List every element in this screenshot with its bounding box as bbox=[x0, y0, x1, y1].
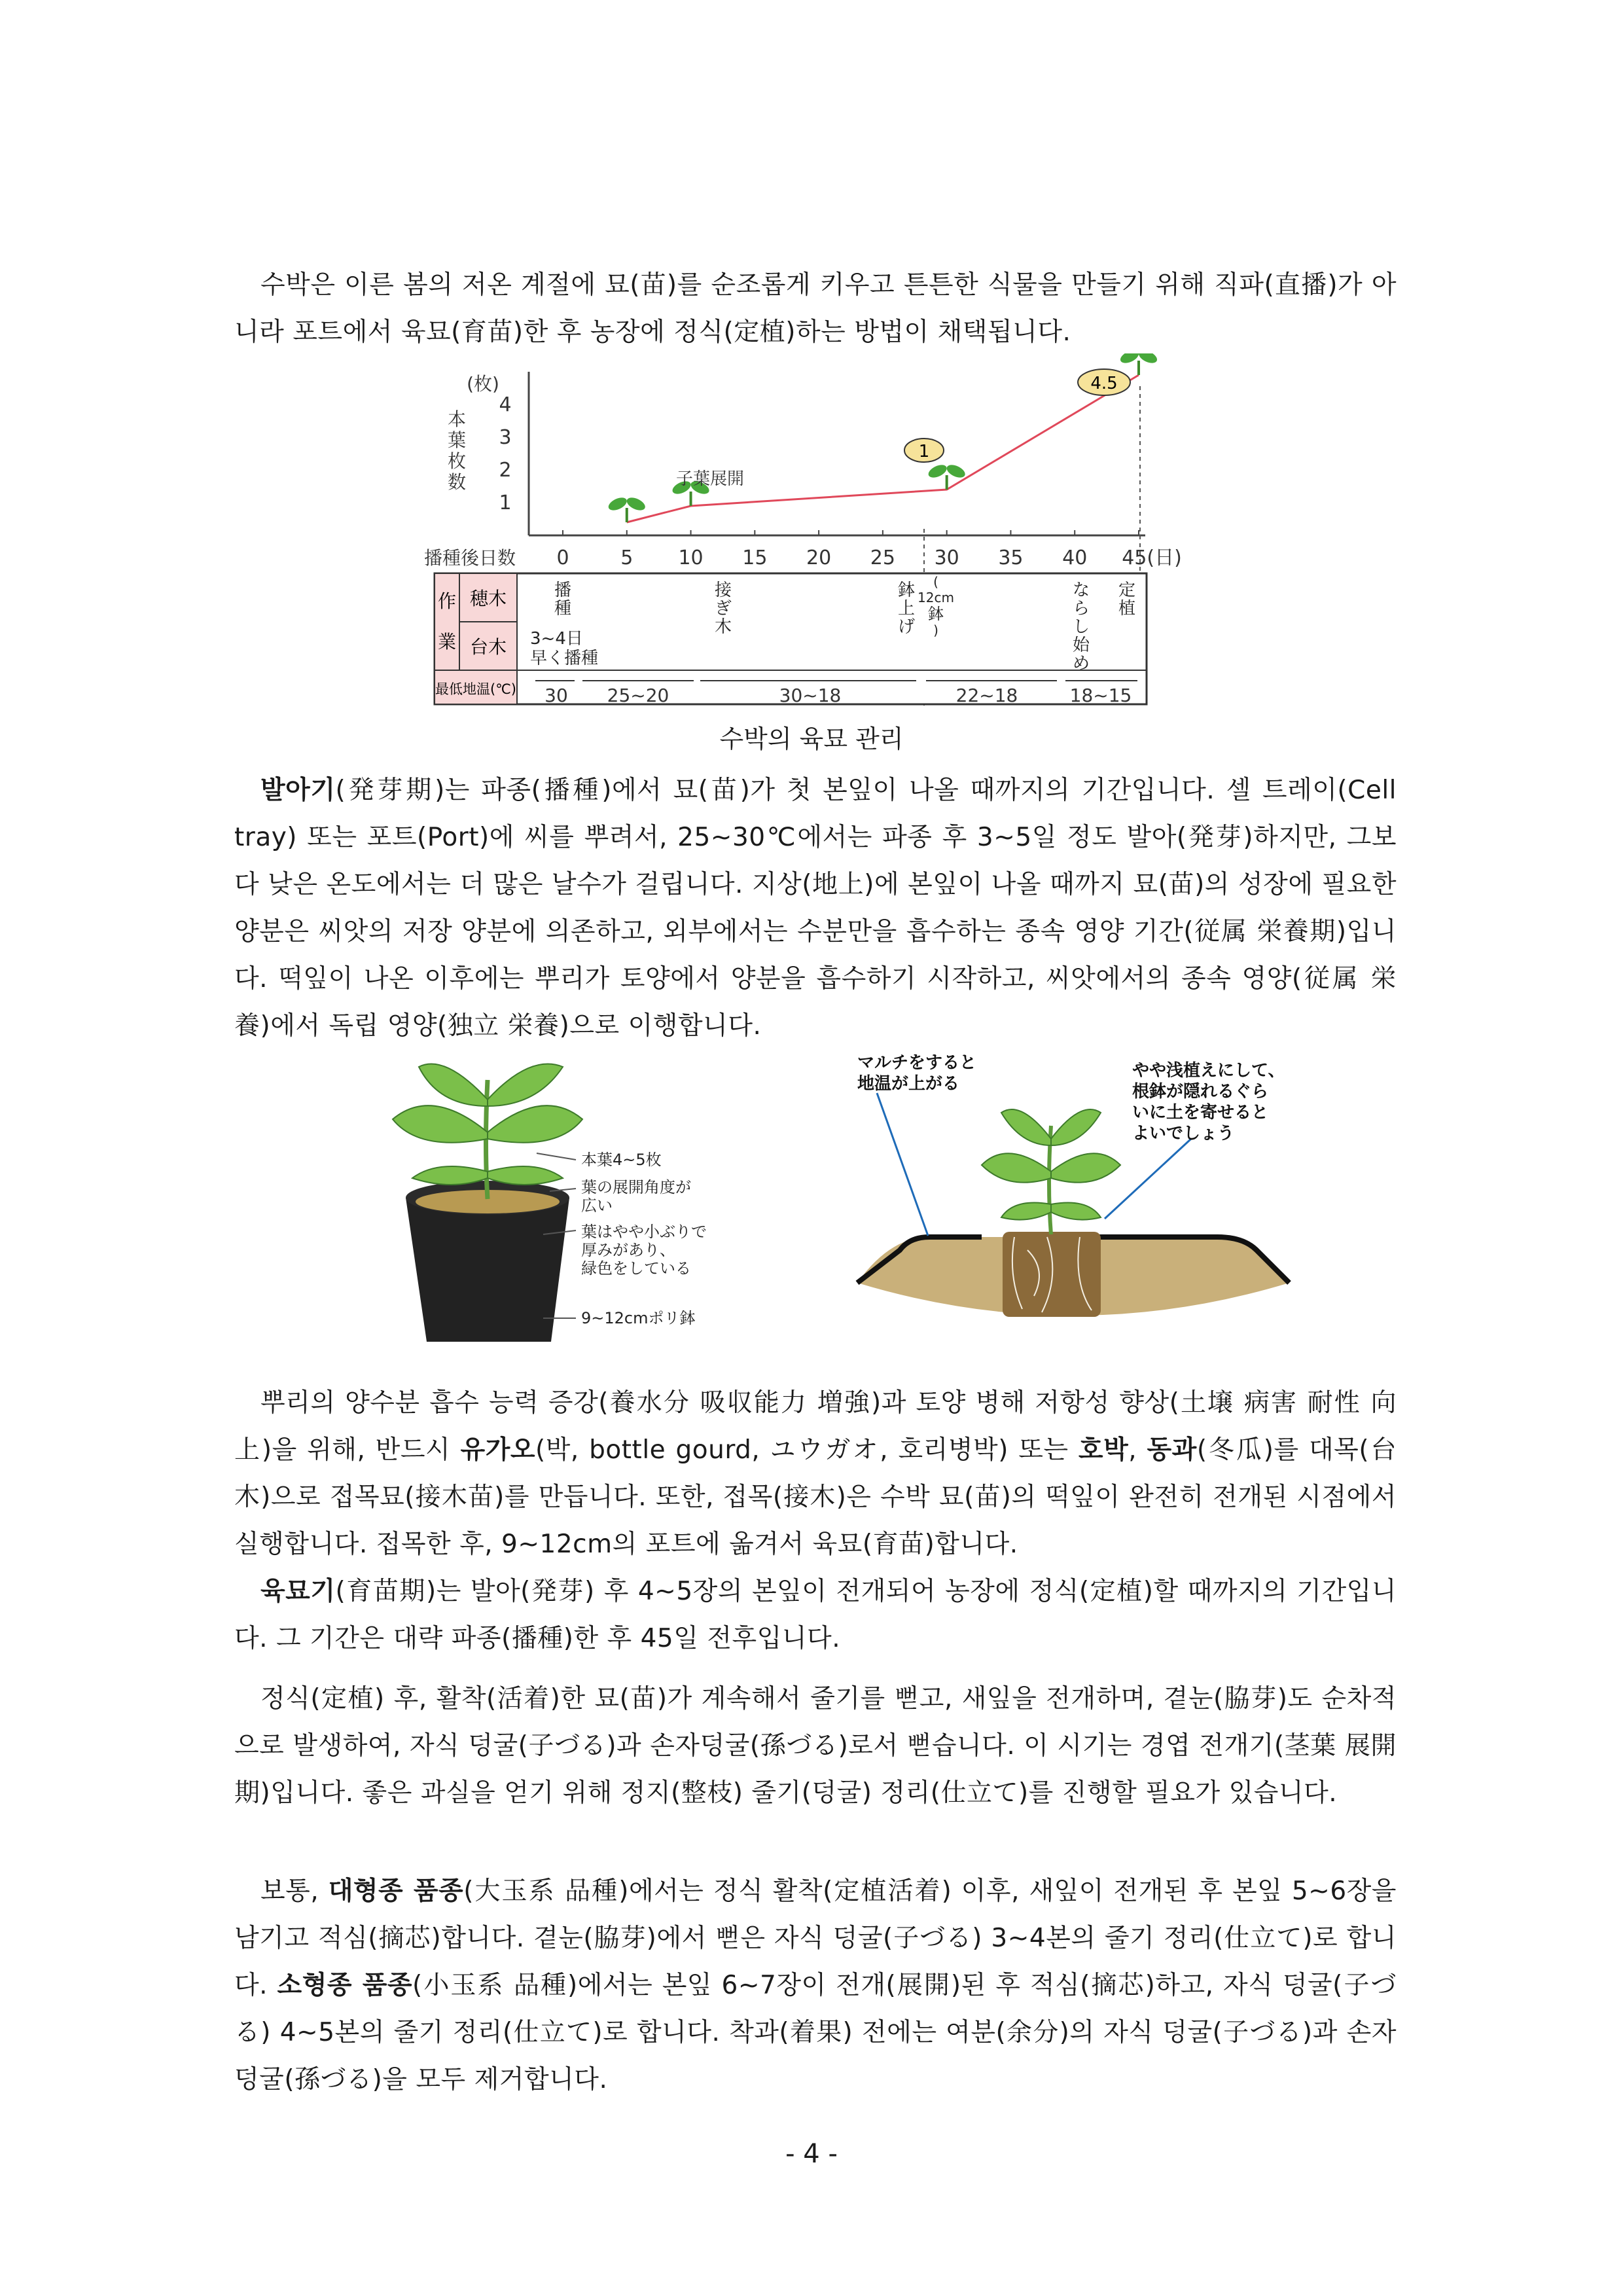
svg-text:植: 植 bbox=[1118, 599, 1136, 619]
svg-text:種: 種 bbox=[554, 599, 572, 619]
y-ticks bbox=[499, 393, 511, 514]
wax-gourd-term: 동과 bbox=[1147, 1435, 1197, 1465]
vine-growth-paragraph: 정식(定植) 후, 활착(活着)한 묘(苗)가 계속해서 줄기를 뻗고, 새잎을 전개하며, 곁눈(脇芽)도 순차적으로 발생하여, 자식 덩굴(子づる)과 손자덩굴(孫づる)로서 뻗습니다. 이 시기는 경엽 전개기(茎葉 展開期)입니다. 좋은 과실을 얻기 위해 정지(整枝) 줄기(덩굴) 정리(仕立て)를 진행할 필요가 있습니다. bbox=[234, 1684, 1397, 1808]
temp-segment: 30 bbox=[544, 685, 568, 706]
svg-text:木: 木 bbox=[714, 617, 732, 637]
temp-segment: 30~18 bbox=[779, 685, 842, 706]
pot-note: 葉の展開角度が bbox=[581, 1178, 691, 1196]
row-group-label: 業 bbox=[437, 631, 457, 653]
svg-text:): ) bbox=[933, 622, 938, 638]
badge-day-30 bbox=[904, 439, 944, 462]
svg-text:な: な bbox=[1072, 581, 1090, 600]
potted-seedling-illustration bbox=[380, 1041, 785, 1355]
grafting-paragraph: 뿌리의 양수분 흡수 능력 증강(養水分 吸収能力 増強)과 토양 병해 저항성 향상(土壌 病害 耐性 向上)을 위해, 반드시 유가오(박, bottle gourd, ユウガオ, 호리병박) 또는 호박, 동과(冬瓜)를 대목(台木)으로 접목묘(接木苗)를 만듭니다. 또한, 접목(接木)은 수박 묘(苗)의 떡잎이 완전히 전개된 시점에서 실행합니다. 접목한 후, 9~12cm의 포트에 옮겨서 육묘(育苗)합니다. bbox=[234, 1388, 1397, 1559]
seedling-icon bbox=[927, 462, 967, 490]
y-axis-unit: (枚) bbox=[467, 373, 499, 395]
cotyledon-annotation: 子葉展開 bbox=[675, 469, 745, 489]
planting-note: やや浅植えにして、 bbox=[1132, 1061, 1285, 1081]
small-variety-term: 소형종 품종 bbox=[277, 1971, 413, 2000]
pot-note: 厚みがあり、 bbox=[581, 1241, 675, 1259]
svg-text:12cm: 12cm bbox=[918, 590, 954, 605]
svg-text:4.5: 4.5 bbox=[1090, 374, 1118, 393]
pot-note: 広い bbox=[581, 1196, 613, 1215]
temp-segment: 18~15 bbox=[1069, 685, 1132, 706]
planting-note: 根鉢が隠れるぐら bbox=[1132, 1082, 1269, 1102]
svg-text:鉢: 鉢 bbox=[928, 605, 944, 623]
rootstock-note: 早く播種 bbox=[530, 649, 599, 668]
pruning-paragraph: 보통, 대형종 품종(大玉系 品種)에서는 정식 활착(定植活着) 이후, 새잎이 전개된 후 본잎 5~6장을 남기고 적심(摘芯)합니다. 곁눈(脇芽)에서 뻗은 자식 덩굴(子づる) 3~4본의 줄기 정리(仕立て)로 합니다. 소형종 품종(小玉系 品種)에서는 본잎 6~7장이 전개(展開)된 후 적심(摘芯)하고, 자식 덩굴(子づる) 4~5본의 줄기 정리(仕立て)로 합니다. 착과(着果) 전에는 여분(余分)의 자식 덩굴(子づる)과 손자덩굴(孫づる)을 모두 제거합니다. bbox=[234, 1876, 1397, 2094]
germination-term: 발아기 bbox=[260, 776, 336, 805]
planting-mulch-illustration bbox=[851, 1041, 1296, 1355]
mulch-note: 地温が上がる bbox=[857, 1074, 960, 1094]
task-potting bbox=[898, 581, 915, 637]
page-number: - 4 - bbox=[785, 2139, 838, 2169]
x-tick: 25 bbox=[870, 547, 895, 569]
x-tick: 5 bbox=[620, 547, 633, 569]
svg-text:(: ( bbox=[933, 574, 938, 590]
row-rootstock: 台木 bbox=[469, 636, 507, 658]
x-tick: 0 bbox=[556, 547, 569, 569]
planting-note: いに土を寄せると bbox=[1132, 1103, 1269, 1122]
pot-note: 緑色をしている bbox=[581, 1259, 691, 1278]
x-axis-label: 播種後日数 bbox=[423, 547, 516, 569]
pumpkin-term: 호박 bbox=[1078, 1435, 1129, 1465]
x-tick: 20 bbox=[806, 547, 832, 569]
figure1-caption: 수박의 육묘 관리 bbox=[719, 725, 904, 753]
svg-text:葉: 葉 bbox=[447, 429, 467, 451]
germination-paragraph: 발아기(発芽期)는 파종(播種)에서 묘(苗)가 첫 본잎이 나올 때까지의 기간입니다. 셀 트레이(Cell tray) 또는 포트(Port)에 씨를 뿌려서, 25~30℃에서는 파종 후 3~5일 정도 발아(発芽)하지만, 그보다 낮은 온도에서는 더 많은 날수가 걸립니다. 지상(地上)에 본잎이 나올 때까지 묘(苗)의 성장에 필요한 양분은 씨앗의 저장 양분에 의존하고, 외부에서는 수분만을 흡수하는 종속 영양 기간(従属 栄養期)입니다. 떡잎이 나온 이후에는 뿌리가 토양에서 양분을 흡수하기 시작하고, 씨앗에서의 종속 영양(従属 栄養)에서 독립 영양(独立 栄養)으로 이행합니다. bbox=[234, 776, 1397, 1041]
y-tick: 1 bbox=[499, 492, 512, 514]
svg-text:播: 播 bbox=[554, 581, 572, 600]
row-group-label: 作 bbox=[437, 590, 457, 612]
task-hardening bbox=[1073, 581, 1090, 673]
bottle-gourd-term: 유가오 bbox=[460, 1435, 536, 1465]
svg-text:上: 上 bbox=[897, 599, 916, 619]
y-tick: 2 bbox=[499, 459, 512, 482]
row-scion: 穂木 bbox=[469, 588, 507, 609]
x-tick: 10 bbox=[678, 547, 704, 569]
x-tick: 30 bbox=[934, 547, 959, 569]
svg-text:ぎ: ぎ bbox=[714, 599, 732, 619]
seedling-management-chart bbox=[419, 353, 1204, 720]
pot-note: 本葉4~5枚 bbox=[581, 1151, 662, 1169]
mulch-note: マルチをすると bbox=[857, 1053, 977, 1073]
intro-paragraph: 수박은 이른 봄의 저온 계절에 묘(苗)를 순조롭게 키우고 튼튼한 식물을 만들기 위해 직파(直播)가 아니라 포트에서 육묘(育苗)한 후 농장에 정식(定植)하는 방법이 채택됩니다. bbox=[234, 270, 1397, 347]
seedling-period-paragraph: 육묘기(育苗期)는 발아(発芽) 후 4~5장의 본잎이 전개되어 농장에 정식(定植)할 때까지의 기간입니다. 그 기간은 대략 파종(播種)한 후 45일 전후입니다. bbox=[234, 1577, 1397, 1653]
rootstock-note: 3~4日 bbox=[530, 629, 583, 649]
svg-text:1: 1 bbox=[918, 442, 930, 461]
svg-text:め: め bbox=[1072, 654, 1090, 673]
y-tick: 3 bbox=[499, 426, 512, 449]
svg-text:始: 始 bbox=[1072, 636, 1090, 655]
svg-text:定: 定 bbox=[1118, 581, 1136, 600]
seedling-period-term: 육묘기 bbox=[260, 1577, 336, 1606]
svg-text:数: 数 bbox=[447, 471, 467, 493]
leaf-count-line bbox=[627, 375, 1139, 522]
seedling-icon bbox=[1118, 353, 1159, 375]
svg-text:ら: ら bbox=[1072, 599, 1090, 619]
svg-text:し: し bbox=[1072, 617, 1090, 637]
x-tick: 35 bbox=[998, 547, 1024, 569]
large-variety-term: 대형종 품종 bbox=[328, 1876, 464, 1906]
y-tick: 4 bbox=[499, 393, 512, 416]
task-grafting bbox=[715, 581, 732, 637]
temp-segment: 25~20 bbox=[607, 685, 669, 706]
x-tick: 15 bbox=[742, 547, 768, 569]
badge-day-45 bbox=[1078, 369, 1130, 395]
svg-text:本: 本 bbox=[447, 408, 467, 430]
svg-text:枚: 枚 bbox=[447, 450, 467, 472]
planting-note: よいでしょう bbox=[1132, 1124, 1235, 1143]
svg-text:鉢: 鉢 bbox=[897, 581, 916, 600]
y-axis-label bbox=[448, 408, 466, 493]
task-sowing bbox=[554, 581, 571, 619]
pot-note: 9~12cmポリ鉢 bbox=[581, 1309, 696, 1327]
pot-note: 葉はやや小ぶりで bbox=[581, 1223, 707, 1241]
x-tick: 40 bbox=[1062, 547, 1088, 569]
task-planting bbox=[1118, 581, 1135, 619]
svg-text:げ: げ bbox=[897, 617, 916, 637]
temp-segment: 22~18 bbox=[955, 685, 1018, 706]
min-temp-label: 最低地温(℃) bbox=[435, 681, 516, 697]
svg-text:接: 接 bbox=[714, 581, 732, 600]
x-tick: 45(日) bbox=[1122, 547, 1182, 569]
